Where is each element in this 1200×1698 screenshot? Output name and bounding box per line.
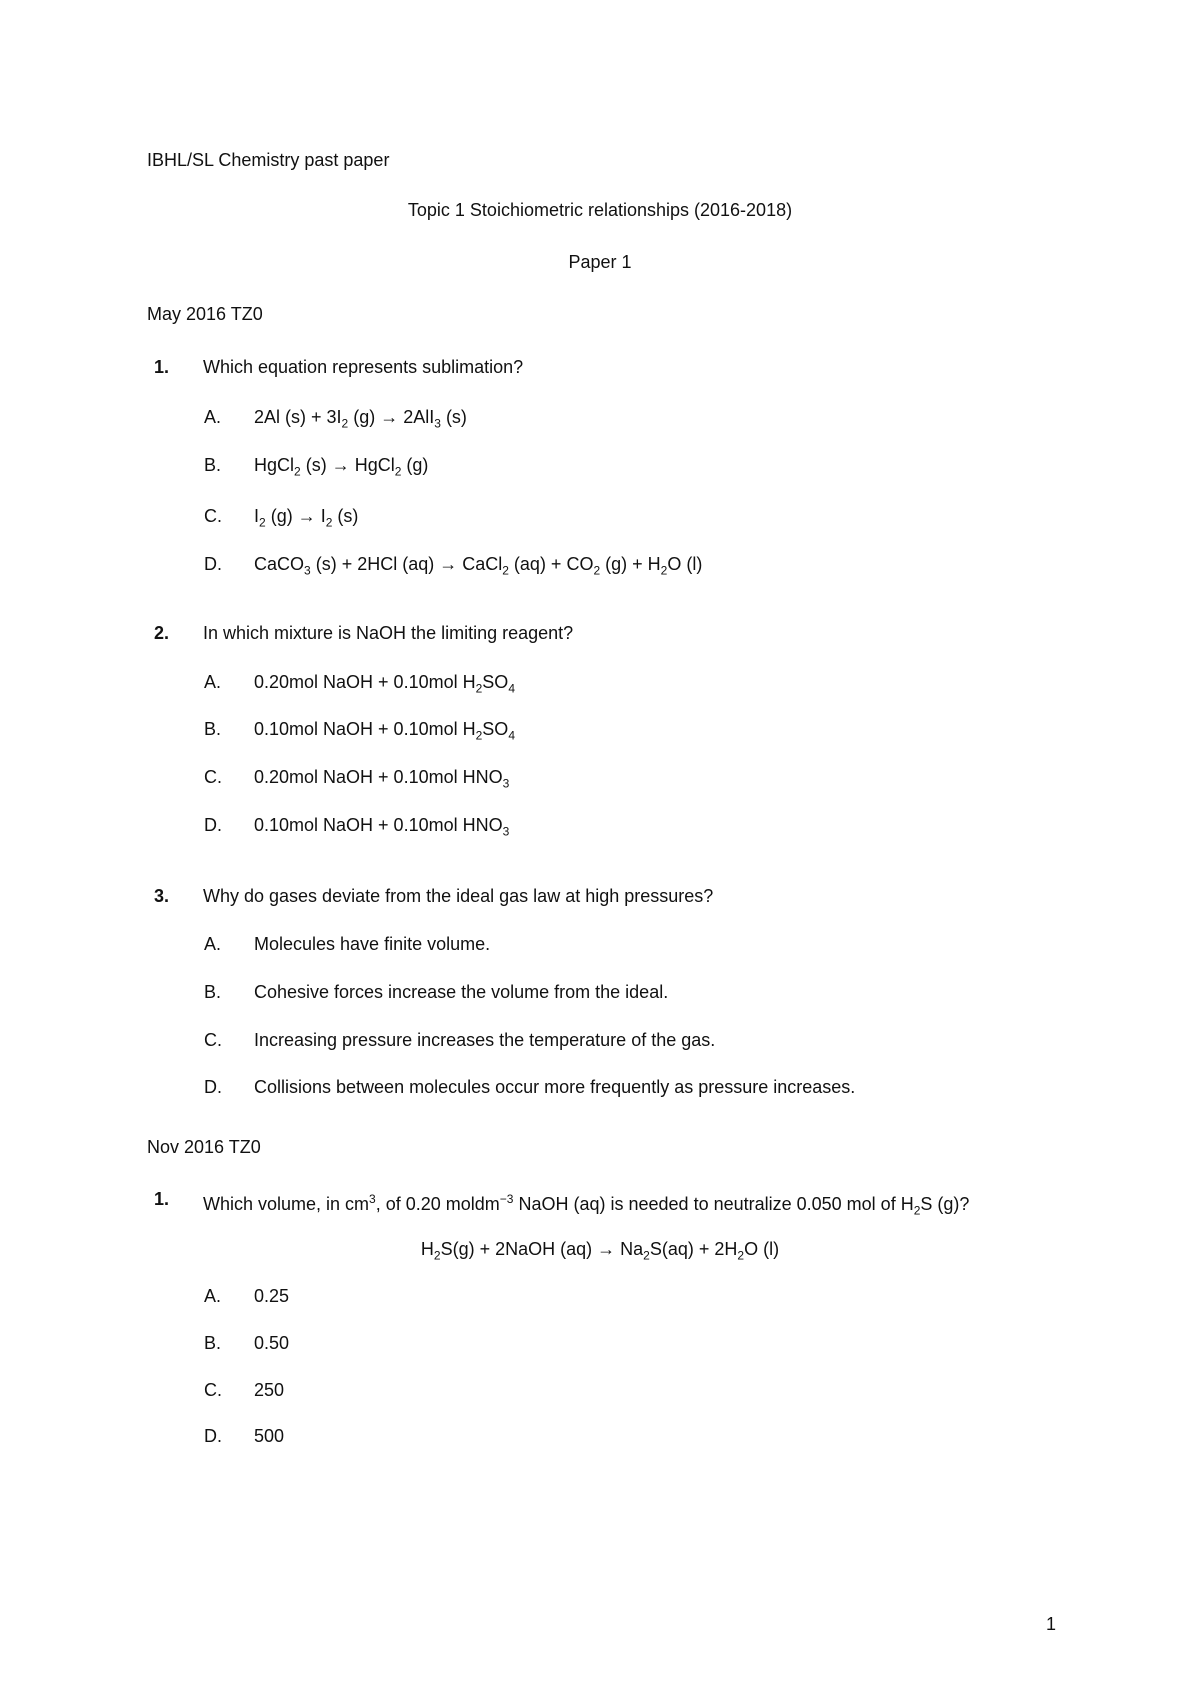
option-text: 250 <box>254 1380 285 1400</box>
option-letter: A. <box>204 1286 222 1306</box>
option-letter: D. <box>204 554 222 574</box>
option-text: 0.20mol NaOH + 0.10mol $H_2SO_4$ <box>254 672 515 696</box>
document-title: IBHL/SL Chemistry past paper <box>147 150 390 170</box>
section-heading: May 2016 TZ0 <box>147 304 263 324</box>
option-text: Molecules have finite volume. <box>254 934 491 954</box>
option-text: CaCO$_3$ (s) + 2HCl (aq) → CaCl$_2$ $(aq) + CO_2$ $(g) + H_2O$ (l) <box>254 554 703 578</box>
paper-heading: Paper 1 <box>568 252 632 272</box>
option-letter: B. <box>204 719 222 739</box>
option-text: 2Al $(s) + 3I_2$ (g) → 2AlI$_3$ (s) <box>254 407 467 431</box>
option-text: 0.50 <box>254 1333 290 1353</box>
page-number: 1 <box>1046 1614 1057 1634</box>
option-letter: B. <box>204 1333 222 1353</box>
equation: $H_2S(g)$ + 2NaOH $(aq) \to Na_2S(aq) + 2H_2O$ (l) <box>420 1239 780 1263</box>
option-text: Increasing pressure increases the temperature of the gas. <box>254 1030 716 1050</box>
option-text: 0.10mol NaOH + 0.10mol $HNO_3$ <box>254 815 510 839</box>
question-text: Which equation represents sublimation? <box>203 357 524 377</box>
option-letter: D. <box>204 1426 222 1446</box>
option-letter: B. <box>204 982 222 1002</box>
option-letter: B. <box>204 455 222 475</box>
option-letter: A. <box>204 934 222 954</box>
question-number: 1. <box>154 1189 170 1209</box>
option-text: Collisions between molecules occur more frequently as pressure increases. <box>254 1077 856 1097</box>
option-letter: D. <box>204 1077 222 1097</box>
question-number: 1. <box>154 357 170 377</box>
question-text: Why do gases deviate from the ideal gas law at high pressures? <box>203 886 714 906</box>
option-text: 0.20mol NaOH + 0.10mol $HNO_3$ <box>254 767 510 791</box>
option-text: HgCl$_2$ (s) → HgCl$_2$ (g) <box>254 455 429 479</box>
question-number: 2. <box>154 623 170 643</box>
option-letter: A. <box>204 672 222 692</box>
option-letter: C. <box>204 1030 222 1050</box>
option-letter: C. <box>204 767 222 787</box>
option-text: 0.10mol NaOH + 0.10mol $H_2SO_4$ <box>254 719 515 743</box>
question-text: In which mixture is NaOH the limiting reagent? <box>203 623 574 643</box>
option-text: $I_2$ $(g) \to I_2$ (s) <box>254 506 359 530</box>
option-letter: D. <box>204 815 222 835</box>
topic-heading: Topic 1 Stoichiometric relationships (2016-2018) <box>407 200 793 220</box>
option-text: 500 <box>254 1426 285 1446</box>
option-letter: C. <box>204 1380 222 1400</box>
option-text: Cohesive forces increase the volume from the ideal. <box>254 982 669 1002</box>
option-letter: A. <box>204 407 222 427</box>
option-letter: C. <box>204 506 222 526</box>
option-text: 0.25 <box>254 1286 290 1306</box>
question-number: 3. <box>154 886 170 906</box>
section-heading: Nov 2016 TZ0 <box>147 1137 261 1157</box>
question-text: Which volume, in $cm^3$, of 0.20 moldm$^{-3}$ NaOH (aq) is needed to neutralize 0.050 mol of $H_2S$ (g)? <box>203 1192 970 1218</box>
